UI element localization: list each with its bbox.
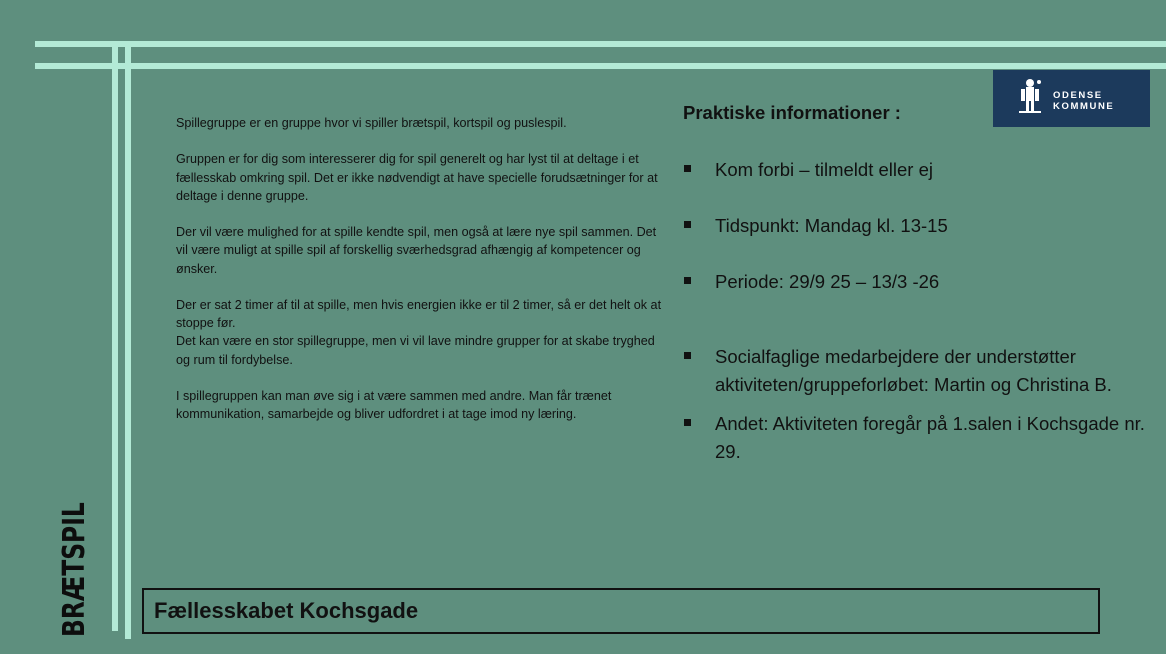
top-line-2 — [35, 63, 1166, 69]
info-item-text: Tidspunkt: Mandag kl. 13-15 — [715, 215, 948, 236]
vertical-line-2 — [125, 41, 131, 639]
description-paragraph: Der vil være mulighed for at spille kendte spil, men også at lære nye spil sammen. Det vil være muligt at spille spil af forskellig sværhedsgrad afhængig af kompetencer og ønsker. — [176, 225, 657, 276]
vertical-line-1 — [112, 41, 118, 631]
info-title: Praktiske informationer : — [683, 102, 901, 123]
logo-text-line: KOMMUNE — [1053, 101, 1115, 112]
description-paragraph: Det kan være en stor spillegruppe, men vi vil lave mindre grupper for at skabe tryghed og rum til fordybelse. — [176, 334, 655, 367]
info-item — [683, 156, 1166, 184]
square-bullet-icon — [684, 419, 691, 426]
description — [176, 114, 666, 442]
square-bullet-icon — [684, 352, 691, 359]
footer-title: Fællesskabet Kochsgade — [154, 598, 419, 623]
description-paragraph: Spillegruppe er en gruppe hvor vi spiller brætspil, kortspil og puslespil. — [176, 116, 567, 130]
side-title: BRÆTSPIL — [57, 502, 92, 637]
crest-icon — [1017, 77, 1043, 115]
info-item — [683, 212, 1166, 240]
top-line-1 — [35, 41, 1166, 47]
square-bullet-icon — [684, 165, 691, 172]
info-item — [683, 410, 1166, 466]
description-paragraph: Gruppen er for dig som interesserer dig for spil generelt og har lyst til at deltage i et fællesskab omkring spil. Det er ikke nødvendigt at have specielle forudsætninger for at deltage i denne gruppe. — [176, 152, 658, 203]
footer-box — [142, 588, 1100, 634]
square-bullet-icon — [684, 277, 691, 284]
logo-text — [1053, 90, 1114, 112]
logo-text-line: ODENSE — [1053, 90, 1103, 101]
square-bullet-icon — [684, 221, 691, 228]
info-item-text: Socialfaglige medarbejdere der understøtter aktiviteten/gruppeforløbet: Martin og Christina B. — [715, 346, 1112, 395]
info-item — [683, 268, 1166, 296]
info-item-text: Periode: 29/9 25 – 13/3 -26 — [715, 271, 940, 292]
info-item — [683, 343, 1166, 399]
odense-kommune-logo — [993, 70, 1150, 127]
description-paragraph: I spillegruppen kan man øve sig i at være sammen med andre. Man får trænet kommunikation, samarbejde og bliver udfordret i at tage imod ny læring. — [176, 388, 612, 422]
info-item-text: Kom forbi – tilmeldt eller ej — [715, 159, 933, 180]
info-item-text: Andet: Aktiviteten foregår på 1.salen i Kochsgade nr. 29. — [715, 413, 1145, 462]
description-paragraph: Der er sat 2 timer af til at spille, men hvis energien ikke er til 2 timer, så er det helt ok at stoppe før. — [176, 297, 662, 331]
